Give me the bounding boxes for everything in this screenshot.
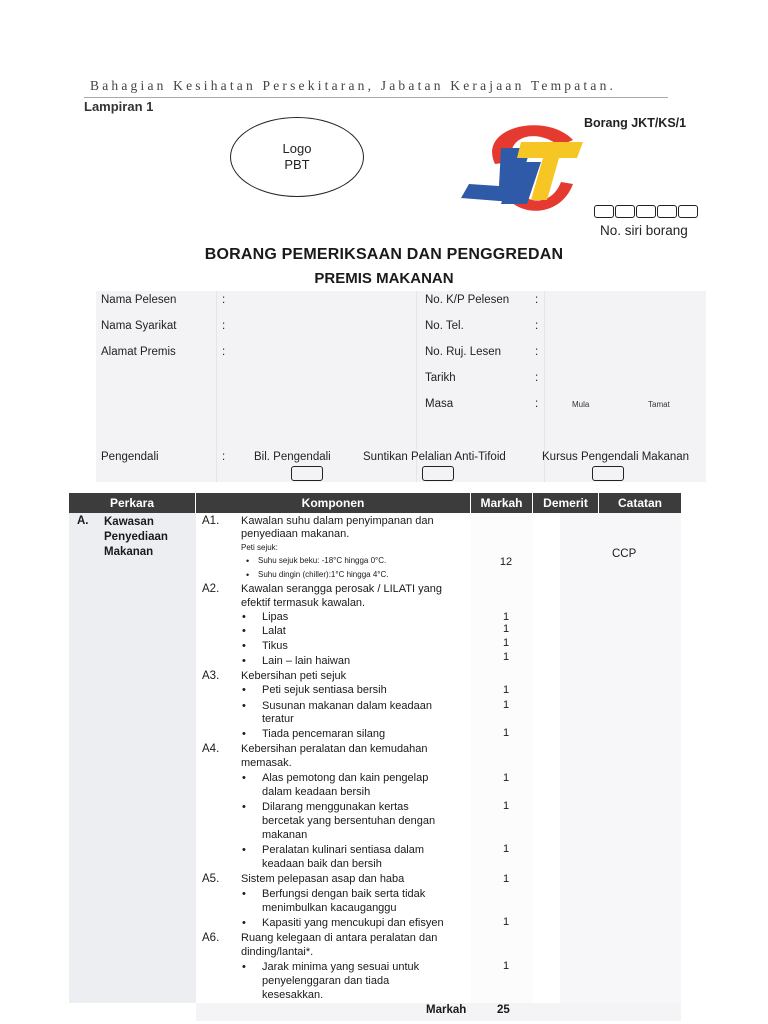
department-heading: Bahagian Kesihatan Persekitaran, Jabatan Kerajaan Tempatan. (90, 78, 617, 93)
item-a4-point: • Dilarang menggunakan kertas (262, 801, 409, 815)
colon: : (222, 346, 226, 358)
phone-field[interactable] (548, 318, 698, 336)
header-divider (84, 97, 668, 98)
total-label: Markah (426, 1004, 467, 1016)
mark-a3: 1 (502, 727, 510, 739)
col-demerit: Demerit (533, 493, 599, 513)
colon: : (535, 294, 539, 306)
company-name-field[interactable] (240, 318, 415, 336)
serial-number-boxes[interactable] (594, 205, 699, 218)
mark-a4: 1 (502, 772, 510, 784)
mark-a4: 1 (502, 843, 510, 855)
colon: : (535, 320, 539, 332)
item-a2-title-1: Kawalan serangga perosak / LILATI yang (241, 583, 442, 595)
item-a5-point: • Berfungsi dengan baik serta tidak (262, 888, 425, 902)
item-code-a2: A2. (202, 583, 220, 595)
time-start-label: Mula (572, 400, 590, 409)
mark-a5: 1 (502, 916, 510, 928)
serial-box[interactable] (615, 205, 635, 218)
col-perkara: Perkara (69, 493, 196, 513)
label-handler-count: Bil. Pengendali (254, 451, 331, 463)
mark-a2: 1 (502, 651, 510, 663)
item-a3-point: • Susunan makanan dalam keadaan (262, 700, 432, 714)
item-a1-sub-point: • Suhu dingin (chiller):1°C hingga 4°C. (258, 570, 388, 580)
date-field[interactable] (548, 370, 698, 388)
item-code-a1: A1. (202, 515, 220, 527)
premise-address-field[interactable] (240, 344, 415, 414)
mark-a2: 1 (502, 611, 510, 623)
section-letter: A. (77, 515, 89, 527)
item-a2-point: • Tikus (262, 640, 288, 654)
license-ref-field[interactable] (548, 344, 698, 362)
serial-box[interactable] (678, 205, 698, 218)
colon: : (222, 451, 226, 463)
item-code-a4: A4. (202, 743, 220, 755)
item-a5-point: • Kapasiti yang mencukupi dan efisyen (262, 917, 444, 931)
time-end-label: Tamat (648, 400, 670, 409)
item-a4-title-2: memasak. (241, 757, 292, 769)
item-a5-point-cont: menimbulkan kacauganggu (262, 902, 397, 914)
item-a3-point-cont: teratur (262, 713, 294, 725)
item-a4-point: • Peralatan kulinari sentiasa dalam (262, 844, 424, 858)
jkt-emblem-icon (455, 118, 587, 220)
label-phone: No. Tel. (425, 320, 464, 332)
item-a4-point-cont: makanan (262, 829, 308, 841)
item-a6-title-2: dinding/lantai*. (241, 946, 314, 958)
mark-a6: 1 (502, 960, 510, 972)
mark-a1: 12 (499, 556, 513, 568)
colon: : (535, 346, 539, 358)
label-license-ref: No. Ruj. Lesen (425, 346, 502, 358)
label-time: Masa (425, 398, 454, 410)
council-logo-placeholder (230, 117, 364, 197)
label-company-name: Nama Syarikat (101, 320, 177, 332)
item-a4-point-cont: keadaan baik dan bersih (262, 858, 382, 870)
item-a2-title-2: efektif termasuk kawalan. (241, 597, 366, 609)
mark-a4: 1 (502, 800, 510, 812)
item-a4-title-1: Kebersihan peralatan dan kemudahan (241, 743, 428, 755)
item-a1-title-1: Kawalan suhu dalam penyimpanan dan (241, 515, 434, 527)
serial-box[interactable] (657, 205, 677, 218)
colon: : (535, 398, 539, 410)
label-typhoid-vaccination: Suntikan Pelalian Anti-Tifoid (363, 451, 506, 463)
licensee-name-field[interactable] (240, 292, 415, 310)
item-code-a5: A5. (202, 873, 220, 885)
col-komponen: Komponen (196, 493, 471, 513)
section-title: Kawasan Penyediaan Makanan (104, 516, 168, 558)
item-a5-title: Sistem pelepasan asap dan haba (241, 873, 405, 885)
form-title-line-1: BORANG PEMERIKSAAN DAN PENGGREDAN (204, 246, 564, 263)
item-a1-subtitle: Peti sejuk: (241, 543, 278, 552)
item-a1-sub-point: • Suhu sejuk beku: -18°C hingga 0°C. (258, 556, 386, 566)
note-a1: CCP (612, 548, 637, 560)
serial-box[interactable] (636, 205, 656, 218)
markah-column-band (471, 513, 533, 1003)
total-value: 25 (497, 1004, 510, 1016)
item-a3-point: • Tiada pencemaran silang (262, 728, 385, 742)
item-a4-point: • Alas pemotong dan kain pengelap (262, 772, 428, 786)
item-a6-point-cont: kesesakkan. (262, 989, 324, 1001)
item-a3-point: • Peti sejuk sentiasa bersih (262, 684, 387, 698)
appendix-label: Lampiran 1 (84, 99, 154, 114)
col-markah: Markah (471, 493, 533, 513)
label-licensee-ic: No. K/P Pelesen (425, 294, 510, 306)
mark-a2: 1 (502, 623, 510, 635)
label-handler: Pengendali (101, 451, 159, 463)
item-a6-point-cont: penyelenggaran dan tiada (262, 975, 390, 987)
table-header (69, 493, 681, 513)
mark-a3: 1 (502, 699, 510, 711)
logo-text-line-1: Logo (282, 141, 312, 156)
colon: : (222, 320, 226, 332)
label-licensee-name: Nama Pelesen (101, 294, 177, 306)
handler-count-box[interactable] (291, 466, 323, 481)
colon: : (222, 294, 226, 306)
mark-a2: 1 (502, 637, 510, 649)
label-premise-address: Alamat Premis (101, 346, 176, 358)
colon: : (535, 372, 539, 384)
serial-box[interactable] (594, 205, 614, 218)
item-a2-point: • Lain – lain haiwan (262, 655, 350, 669)
food-handler-course-box[interactable] (592, 466, 624, 481)
serial-number-label: No. siri borang (600, 223, 688, 238)
label-date: Tarikh (425, 372, 456, 384)
typhoid-vaccination-box[interactable] (422, 466, 454, 481)
item-a1-title-2: penyediaan makanan. (241, 528, 350, 540)
form-title-line-2: PREMIS MAKANAN (314, 270, 454, 287)
mark-a5: 1 (502, 873, 510, 885)
item-a4-point-cont: bercetak yang bersentuhan dengan (262, 815, 436, 827)
form-reference: Borang JKT/KS/1 (584, 116, 687, 130)
label-food-handler-course: Kursus Pengendali Makanan (542, 451, 690, 463)
item-a2-point: • Lalat (262, 625, 286, 639)
item-a2-point: • Lipas (262, 611, 288, 625)
item-code-a3: A3. (202, 670, 220, 682)
mark-a3: 1 (502, 684, 510, 696)
catatan-column-band (560, 513, 681, 1003)
col-catatan: Catatan (617, 496, 662, 510)
perkara-column-band (69, 513, 196, 1003)
licensee-ic-field[interactable] (548, 292, 698, 310)
item-a3-title: Kebersihan peti sejuk (241, 670, 347, 682)
logo-text-line-2: PBT (284, 157, 310, 172)
item-a6-title-1: Ruang kelegaan di antara peralatan dan (241, 932, 438, 944)
item-a4-point-cont: dalam keadaan bersih (262, 786, 371, 798)
item-a6-point: • Jarak minima yang sesuai untuk (262, 961, 419, 975)
item-code-a6: A6. (202, 932, 220, 944)
